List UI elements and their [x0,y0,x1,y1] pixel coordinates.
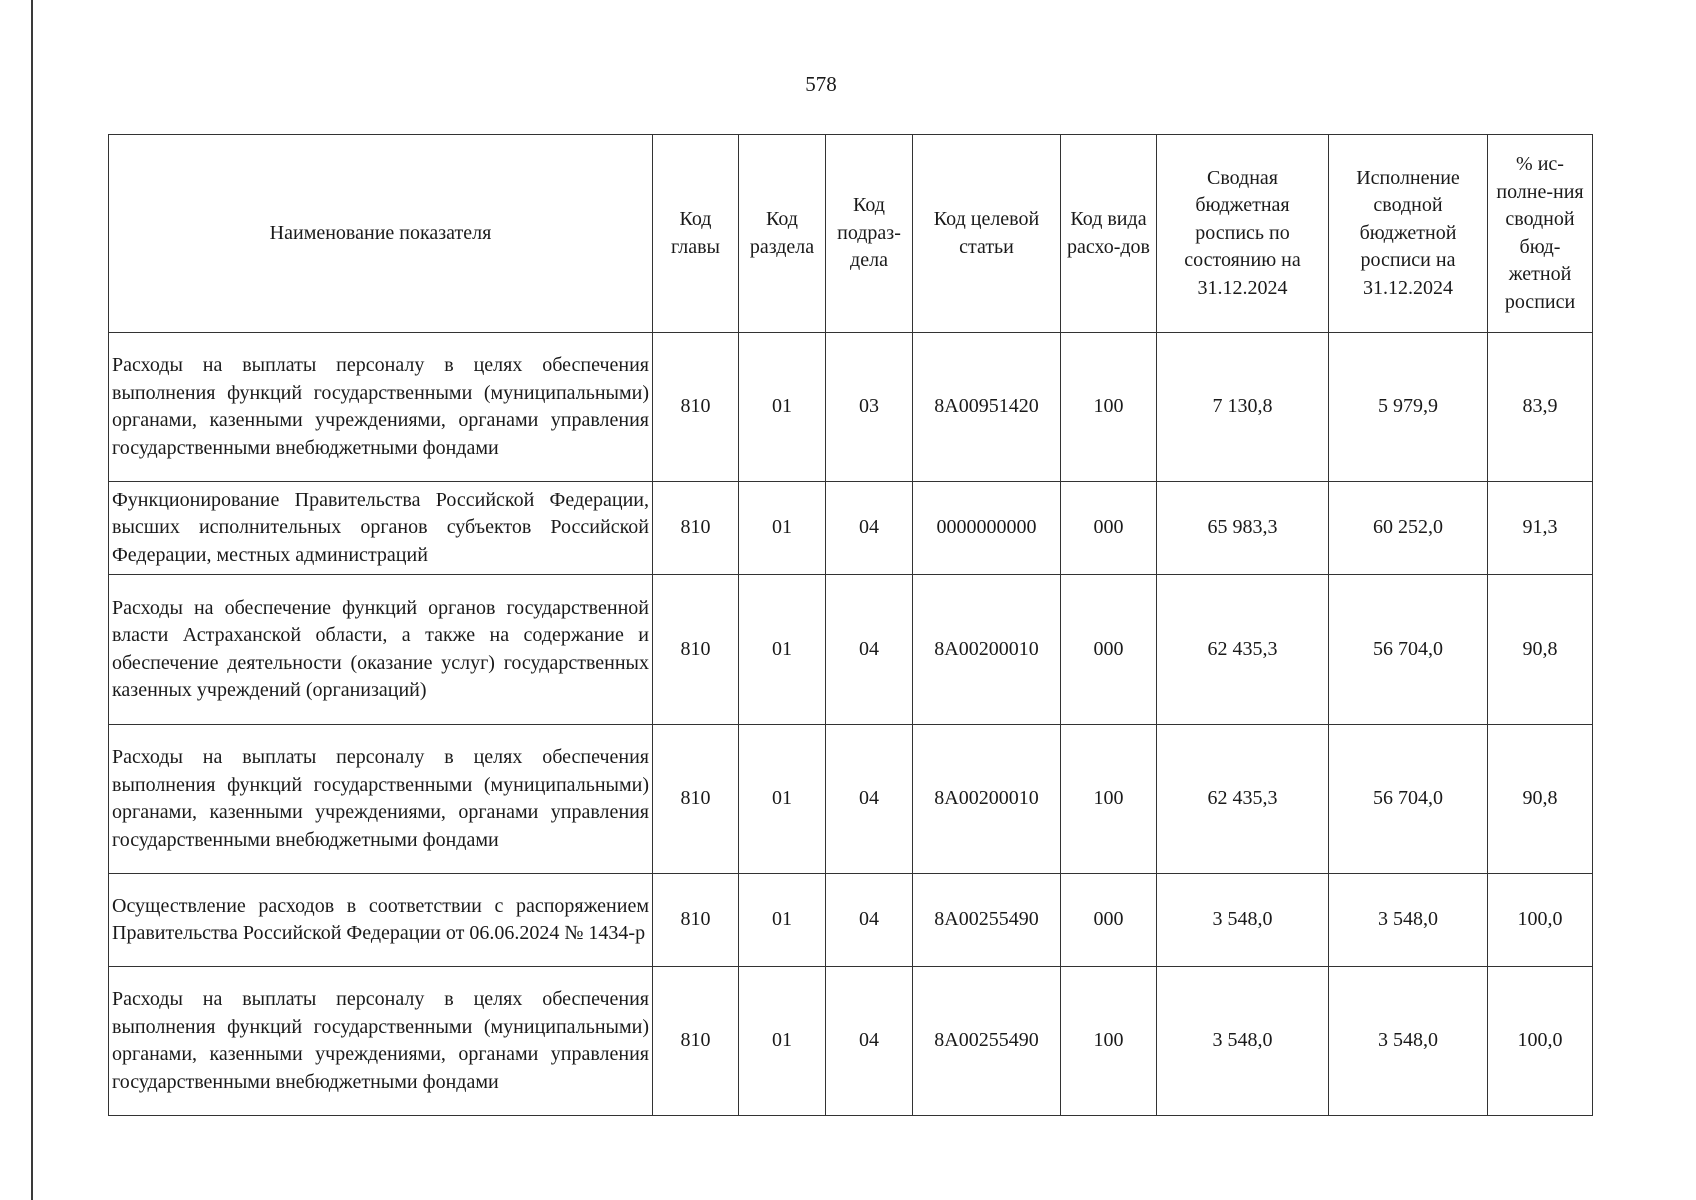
row-target-article-code: 8А00200010 [913,575,1061,725]
table-row [109,967,1593,1116]
row-budget-execution: 3 548,0 [1329,874,1488,967]
table-header-row [109,135,1593,333]
row-indicator-name: Расходы на выплаты персоналу в целях обеспечения выполнения функций государственными (муниципальными) органами, казенными учреждениями, органами управления государственными внебюджетными фондами [109,333,653,482]
header-target-article-code: Код целевой статьи [913,135,1061,333]
row-section-code: 01 [739,967,826,1116]
row-budget-plan: 62 435,3 [1157,575,1329,725]
header-chapter-code: Код главы [653,135,739,333]
row-budget-execution: 3 548,0 [1329,967,1488,1116]
row-target-article-code: 8А00951420 [913,333,1061,482]
row-budget-plan: 3 548,0 [1157,967,1329,1116]
row-execution-percent: 90,8 [1488,575,1593,725]
row-section-code: 01 [739,482,826,575]
budget-execution-table [108,134,1593,1116]
row-expense-type-code: 100 [1061,967,1157,1116]
row-indicator-name: Расходы на выплаты персоналу в целях обеспечения выполнения функций государственными (муниципальными) органами, казенными учреждениями, органами управления государственными внебюджетными фондами [109,725,653,874]
row-budget-execution: 56 704,0 [1329,575,1488,725]
row-section-code: 01 [739,333,826,482]
row-expense-type-code: 100 [1061,333,1157,482]
scan-edge-line [31,0,33,1200]
row-budget-execution: 56 704,0 [1329,725,1488,874]
row-subsection-code: 04 [826,575,913,725]
row-expense-type-code: 000 [1061,482,1157,575]
header-execution-percent: % ис-полне-ния сводной бюд-жетной росписи [1488,135,1593,333]
row-budget-plan: 65 983,3 [1157,482,1329,575]
table-row [109,874,1593,967]
row-section-code: 01 [739,725,826,874]
row-section-code: 01 [739,874,826,967]
header-budget-plan: Сводная бюджетная роспись по состоянию на 31.12.2024 [1157,135,1329,333]
row-chapter-code: 810 [653,575,739,725]
row-indicator-name: Осуществление расходов в соответствии с распоряжением Правительства Российской Федерации от 06.06.2024 № 1434-р [109,874,653,967]
row-target-article-code: 8А00200010 [913,725,1061,874]
row-target-article-code: 0000000000 [913,482,1061,575]
row-chapter-code: 810 [653,874,739,967]
table-row [109,482,1593,575]
table-row [109,333,1593,482]
row-section-code: 01 [739,575,826,725]
row-expense-type-code: 000 [1061,874,1157,967]
row-indicator-name: Функционирование Правительства Российской Федерации, высших исполнительных органов субъектов Российской Федерации, местных администраций [109,482,653,575]
row-chapter-code: 810 [653,333,739,482]
header-section-code: Код раздела [739,135,826,333]
header-budget-execution: Исполнение сводной бюджетной росписи на 31.12.2024 [1329,135,1488,333]
row-indicator-name: Расходы на обеспечение функций органов государственной власти Астраханской области, а также на содержание и обеспечение деятельности (оказание услуг) государственных казенных учреждений (организаций) [109,575,653,725]
table-row [109,725,1593,874]
row-budget-plan: 3 548,0 [1157,874,1329,967]
row-chapter-code: 810 [653,967,739,1116]
page-number: 578 [805,72,837,96]
row-chapter-code: 810 [653,482,739,575]
row-budget-execution: 60 252,0 [1329,482,1488,575]
row-subsection-code: 04 [826,874,913,967]
row-budget-plan: 7 130,8 [1157,333,1329,482]
row-target-article-code: 8А00255490 [913,874,1061,967]
row-execution-percent: 100,0 [1488,967,1593,1116]
row-execution-percent: 100,0 [1488,874,1593,967]
row-subsection-code: 03 [826,333,913,482]
row-chapter-code: 810 [653,725,739,874]
row-subsection-code: 04 [826,967,913,1116]
table-row [109,575,1593,725]
row-budget-execution: 5 979,9 [1329,333,1488,482]
row-target-article-code: 8А00255490 [913,967,1061,1116]
row-subsection-code: 04 [826,725,913,874]
row-execution-percent: 83,9 [1488,333,1593,482]
row-execution-percent: 91,3 [1488,482,1593,575]
header-indicator-name: Наименование показателя [109,135,653,333]
row-expense-type-code: 000 [1061,575,1157,725]
row-budget-plan: 62 435,3 [1157,725,1329,874]
row-execution-percent: 90,8 [1488,725,1593,874]
row-subsection-code: 04 [826,482,913,575]
header-subsection-code: Код подраз-дела [826,135,913,333]
row-expense-type-code: 100 [1061,725,1157,874]
header-expense-type-code: Код вида расхо-дов [1061,135,1157,333]
row-indicator-name: Расходы на выплаты персоналу в целях обеспечения выполнения функций государственными (муниципальными) органами, казенными учреждениями, органами управления государственными внебюджетными фондами [109,967,653,1116]
